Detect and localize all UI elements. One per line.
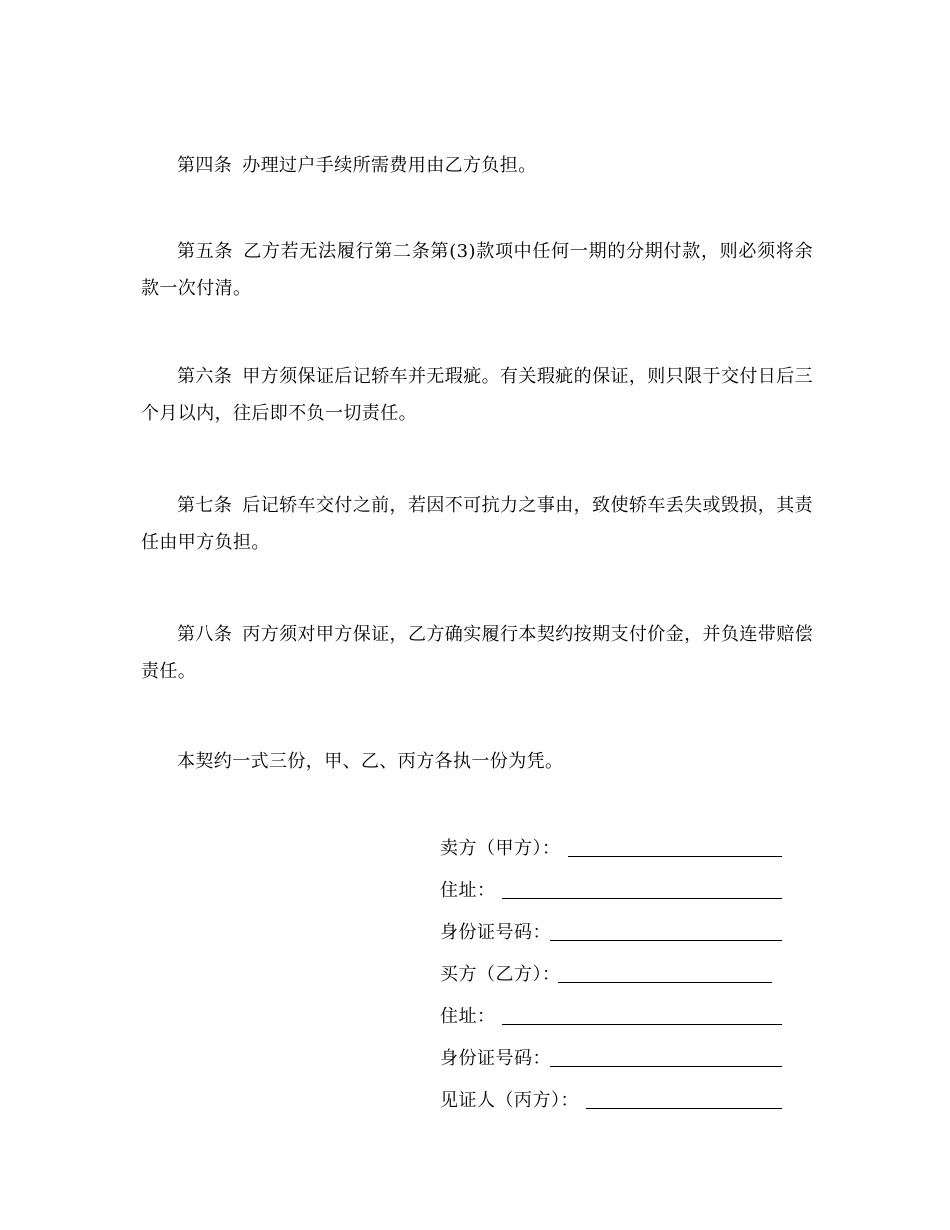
signature-label: 住址： [440, 1006, 496, 1027]
signature-label: 身份证号码： [440, 922, 551, 943]
article-number: 第五条 [177, 241, 234, 262]
article-number: 第六条 [177, 366, 233, 387]
signature-label: 买方（乙方）： [440, 964, 561, 985]
article-text: 办理过户手续所需费用由乙方负担。 [242, 155, 537, 176]
signature-row-buyer-address [440, 996, 790, 1038]
signature-row-seller-address [440, 870, 790, 912]
article-number: 第八条 [177, 624, 233, 645]
article-text: 后记轿车交付之前，若因不可抗力之事由，致使轿车丢失或毁损，其责任由甲方负担。 [141, 495, 814, 553]
signature-blank-line[interactable] [502, 1024, 782, 1025]
closing-statement: 本契约一式三份，甲、乙、丙方各执一份为凭。 [177, 751, 564, 772]
article-number: 第四条 [177, 155, 233, 176]
article-number: 第七条 [177, 495, 233, 516]
signature-row-buyer [440, 954, 790, 996]
signature-blank-line[interactable] [502, 898, 782, 899]
signature-row-seller-id [440, 912, 790, 954]
signature-row-witness [440, 1080, 790, 1122]
signature-label: 住址： [440, 880, 496, 901]
signature-label: 身份证号码： [440, 1048, 551, 1069]
signature-label: 见证人（丙方）： [440, 1090, 579, 1111]
signature-blank-line[interactable] [550, 1066, 782, 1067]
signature-blank-line[interactable] [550, 940, 782, 941]
article-text: 乙方若无法履行第二条第(3)款项中任何一期的分期付款，则必须将余款一次付清。 [141, 241, 813, 299]
signature-label: 卖方（甲方）： [440, 838, 561, 859]
signature-block [440, 828, 790, 1122]
article-7 [141, 487, 813, 561]
signature-row-seller [440, 828, 790, 870]
article-5 [141, 233, 813, 307]
article-4 [141, 147, 813, 184]
signature-blank-line[interactable] [586, 1108, 782, 1109]
article-text: 丙方须对甲方保证，乙方确实履行本契约按期支付价金，并负连带赔偿责任。 [141, 624, 814, 682]
article-text: 甲方须保证后记轿车并无瑕疵。有关瑕疵的保证，则只限于交付日后三个月以内，往后即不负一切责任。 [141, 366, 814, 424]
signature-row-buyer-id [440, 1038, 790, 1080]
signature-blank-line[interactable] [568, 856, 782, 857]
signature-blank-line[interactable] [558, 982, 772, 983]
article-6 [141, 358, 813, 432]
article-8 [141, 616, 813, 690]
